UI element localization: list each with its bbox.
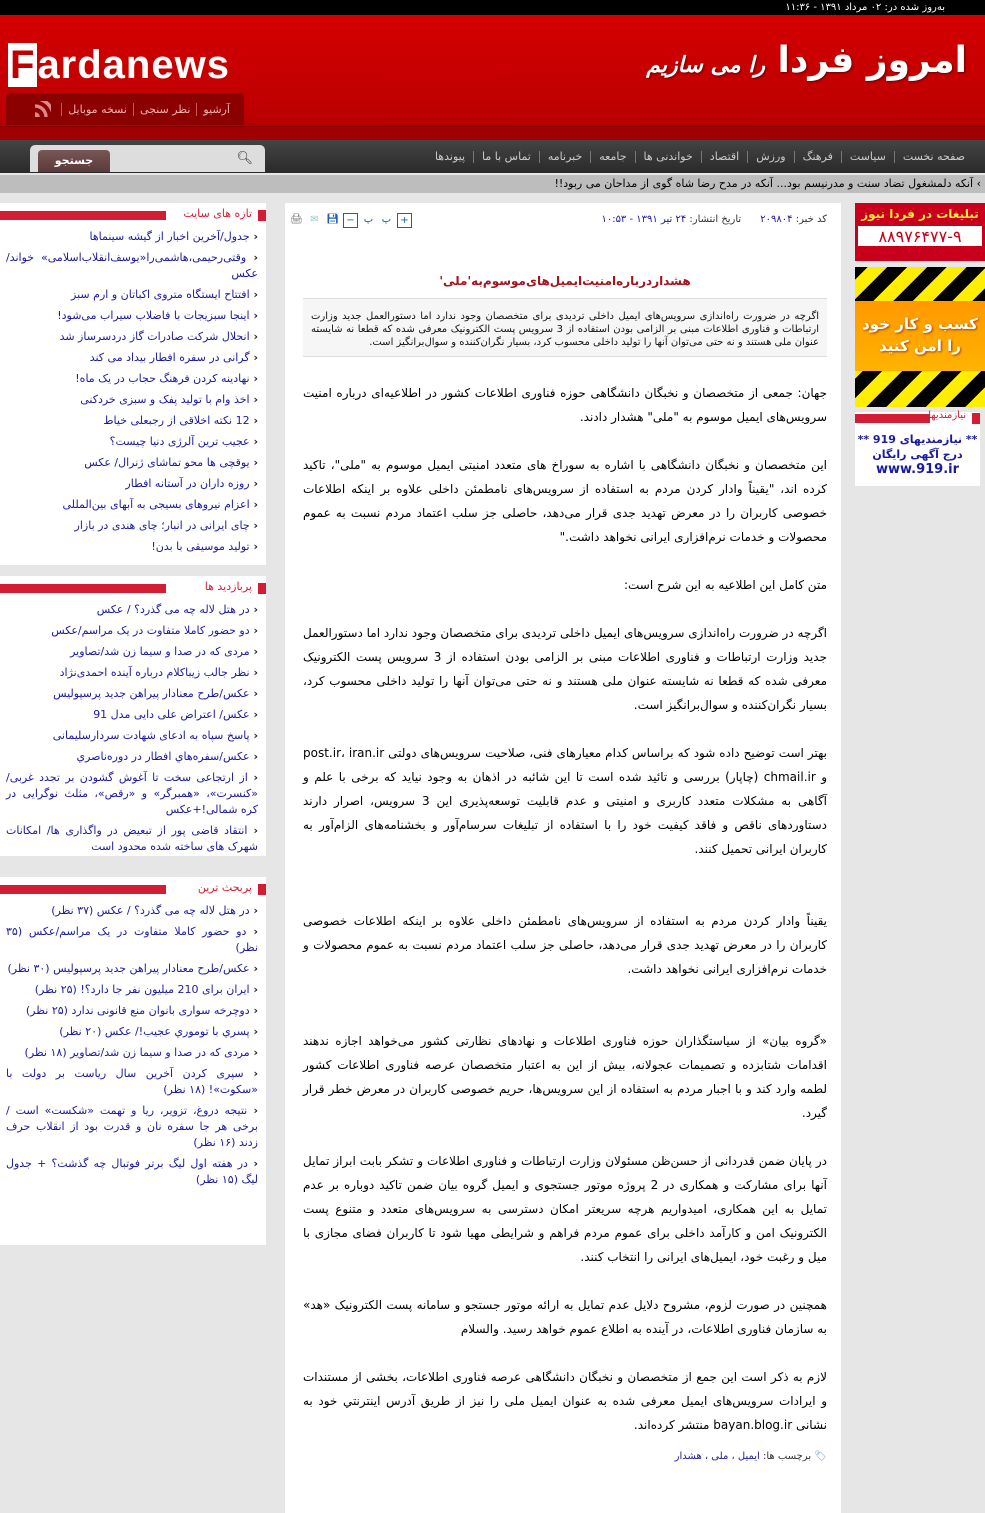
sidebar-link[interactable]: ‹ انحلال شرکت صادرات گاز دردسرساز شد (6, 329, 258, 345)
search-input[interactable] (115, 150, 235, 168)
nav-sports[interactable]: ورزش (747, 151, 793, 163)
ad1-text: تبلیغات در فردا نیوز (861, 207, 979, 221)
news-ticker[interactable]: › آنکه دلمشغول تضاد سنت و مدرنیسم بود... آنکه در مدح رضا شاه گوی از مداحان می ربود!! (0, 175, 985, 193)
sidebar-link[interactable]: ‹ عکس/سفره‌هاي افطار در دوره‌ناصري (6, 749, 258, 765)
header (0, 15, 985, 140)
sidebar-link[interactable]: ‹ اعزام نیروهای بسیجی به آبهای بین‌المللی (6, 497, 258, 513)
article-paragraph: در پایان ضمن قدردانی از حسن‌ظن مسئولان وزارت ارتباطات و فناوری اطلاعات و تشکر بابت ابراز تمایل آنها برای مشارکت و همکاری در 2 پروژه موتور جستجوی و ایمیل گروه بیان ضمن تاکید دوباره بر عدم تمایل به این همکاری، امیدواریم هرچه سریعتر امکان دسترسی به سرویس‌های متعدد و متنوع پست الکترونیک امن و کارآمد داخلی برای عموم مردم فراهم و شرایطی مهیا شود تا کاربران فضای مجازی با میل و رغبت خود، ایمیل‌های ایرانی را انتخاب کنند. (303, 1154, 827, 1264)
sidebar-link[interactable]: ‹ نتیجه دروغ، تزویر، ریا و تهمت «شکست» است / برخی هر جا سفره نان و قدرت بود از انقلاب حرف زدند (۱۶ نظر) (6, 1103, 258, 1151)
ad1-phone: ۸۸۹۷۶۴۷۷-۹ (857, 225, 983, 247)
nav-society[interactable]: جامعه (590, 151, 634, 163)
article-paragraph: همچنین در صورت لزوم، مشروح دلایل عدم تمایل به ارائه موتور جستجو و سامانه پست الکترونیک «هد» به سازمان فناوری اطلاعات، در آینده به اطلاع عموم خواهد رسید. والسلام (303, 1298, 827, 1336)
poll-link[interactable]: نظر سنجی (133, 103, 196, 116)
sidebar-link[interactable]: ‹ عکس/طرح معنادار پیراهن جدید پرسپولیس (۳۰ نظر) (6, 961, 258, 977)
sidebar-link[interactable]: ‹ دو حضور کاملا متفاوت در یک مراسم/عکس (۳۵ نظر) (6, 924, 258, 956)
sidebar-link[interactable]: ‹ مردی که در صدا و سیما زن شد/تصاویر (۱۸ نظر) (6, 1045, 258, 1061)
box-title: پربازدید ها (204, 580, 252, 593)
most-viewed-box (0, 576, 266, 856)
top-bar (0, 0, 985, 15)
sidebar-link[interactable]: ‹ مردی که در صدا و سیما زن شد/تصاویر (6, 644, 258, 660)
sidebar-link[interactable]: ‹ ایران برای 210 میلیون نفر جا دارد؟! (۲۵ نظر) (6, 982, 258, 998)
news-code: ۲۰۹۸۰۴ (760, 214, 793, 225)
sidebar-link[interactable]: ‹ 12 نکته اخلاقی از رجبعلی خیاط (6, 413, 258, 429)
article-paragraph: «گروه بیان» از سیاستگذاران حوزه فناوری اطلاعات و نهادهای نظارتی کشور می‌خواهد اجازه ندهند اقدامات شتابزده و تصمیمات عجولانه، بیش از این به اعتبار متخصصان عرصه فناوری اطلاعات کشور لطمه وارد کند و با اجبار مردم به استفاده از این سرویس‌ها، حریم خصوصی کاربران در معرض خطر قرار گیرد. (303, 1034, 827, 1120)
header-band (0, 126, 985, 140)
sidebar-link[interactable]: ‹ اینجا سبزیجات با فاضلاب سیراب می‌شود! (6, 308, 258, 324)
article-body (303, 381, 827, 1437)
font-decrease-icon[interactable]: − (343, 213, 358, 228)
sidebar-link[interactable]: ‹ تولید موسیقی با بدن! (6, 539, 258, 555)
sidebar-link[interactable]: ‹ وقتی‌رحیمی،هاشمی‌را«یوسف‌انقلاب‌اسلامی» خواند/عکس (6, 250, 258, 282)
article-meta: کد خبر: ۲۰۹۸۰۴ تاریخ انتشار: ۲۴ تیر ۱۳۹۱ - ۱۰:۵۳ (601, 214, 827, 225)
publish-date: ۲۴ تیر ۱۳۹۱ - ۱۰:۵۳ (601, 214, 687, 225)
sidebar-link[interactable]: ‹ در هفته اول لیگ برتر فوتبال چه گذشت؟ + جدول لیگ (۱۵ نظر) (6, 1156, 258, 1188)
tags: 🏷︎ برچسب ها: ایمیل ، ملی ، هشدار (674, 1451, 827, 1462)
article-paragraph: اگرچه در ضرورت راه‌اندازی سرویس‌های ایمیل داخلی تردیدی برای متخصصان وجود ندارد اما دستورالعمل جدید وزارت ارتباطات و فناوری اطلاعات مبنی بر الزامی بودن استفاده از 3 سرویس پست الکترونیک معرفی شده که قطعا نه شایسته عنوان ملی هستند و نه حتی می‌توان آنها را تولید داخلی محسوب کرد، بسیار نگران‌کننده و سوال‌برانگیز است. (303, 626, 827, 712)
email-icon[interactable]: ✉︎ (310, 214, 319, 225)
sidebar-link[interactable]: ‹ انتقاد قاضی پور از تبعیض در واگذاری ها/ امکانات شهرک های ساخته شده محدود است (6, 823, 258, 855)
sidebar-link[interactable]: ‹ نظر جالب زیباکلام درباره آینده احمدی‌نژاد (6, 665, 258, 681)
quick-links (6, 93, 244, 125)
sidebar-link[interactable]: ‹ افتتاح ایستگاه متروی اکباتان و ارم سبز (6, 287, 258, 303)
logo-fa[interactable]: امروز فردا را می سازیم (646, 40, 967, 81)
article-lead: اگرچه در ضرورت راه‌اندازی سرویس‌های ایمیل داخلی تردیدی برای متخصصان وجود ندارد اما دستورالعمل جدید وزارت ارتباطات و فناوری اطلاعات مبنی بر الزامی بودن استفاده از 3 سرویس پست الکترونیک معرفی شده که قطعا نه شایسته عنوان ملی هستند و نه حتی می‌توان آنها را تولید داخلی محسوب کرد، بسیار نگران‌کننده و سوال‌برانگیز است. (303, 298, 827, 357)
sidebar-link[interactable]: ‹ عکس/ اعتراض علی دایی مدل 91 (6, 707, 258, 723)
sidebar-link[interactable]: ‹ چای ایرانی در انبار؛ چای هندی در بازار (6, 518, 258, 534)
article-paragraph: لازم به ذکر است این جمع از متخصصان و نخبگان دانشگاهی عرصه فناوری اطلاعات، بخشی از مستندات و ایرادات سرویس‌های ایمیل معرفی شده به عنوان ایمیل ملی را نیز از طریق آدرس اینترنتي خود به نشانی bayan.blog.ir منتشر کرده‌اند. (303, 1370, 827, 1432)
nav-culture[interactable]: فرهنگ (794, 151, 841, 163)
article-title: هشداردرباره‌امنیت‌ایمیل‌های‌موسوم‌به'ملی' (439, 274, 691, 288)
sidebar-link[interactable]: ‹ عجیب ترین آلرژی دنیا چیست؟ (6, 434, 258, 450)
sidebar-link[interactable]: ‹ از ارتجاعی سخت تا آغوش گشودن بر تجدد غربی/ «کنسرت»، «همبرگر» و «رقص»، مثلث نوگرایی در کره شمالی!+عکس (6, 770, 258, 818)
ad-banner-security[interactable]: کسب و کار خود را امن کنید (855, 267, 985, 407)
nav-contact[interactable]: تماس با ما (473, 151, 539, 163)
box-title: پربحث ترین (197, 881, 252, 894)
sidebar-link[interactable]: ‹ نهادینه کردن فرهنگ حجاب در یک ماه! (6, 371, 258, 387)
article-paragraph: بهتر است توضیح داده شود که براساس کدام معیارهای فنی، صلاحیت سرویس‌های دولتی post.ir، iran.ir و chmail.ir (چاپار) بررسی و تائید شده است تا این شائبه در اذهان به وجود نیاید که برخی با علم و آگاهی به مشکلات متعدد کاربری و امنیتی و عدم قابلیت توسعه‌پذیری این 3 سرویس، اصرار دارند دستاوردهای ناقص و فاقد کیفیت خود را با استفاده از تبلیغات سرسام‌آور و بخشنامه‌های الزام‌آور به کاربران ایرانی تحمیل کنند. (303, 746, 828, 856)
sidebar-link[interactable]: ‹ عکس/طرح معنادار پیراهن جدید پرسپولیس (6, 686, 258, 702)
search-button[interactable]: جستجو (38, 150, 110, 172)
sidebar-link[interactable]: ‹ در هتل لاله چه می گذرد؟ / عکس (۳۷ نظر) (6, 903, 258, 919)
search-box (30, 145, 265, 172)
tag-icon: 🏷︎ (814, 1451, 827, 1462)
tag-links[interactable]: ایمیل ، ملی ، هشدار (674, 1451, 760, 1462)
print-icon[interactable]: 🖨︎ (290, 214, 303, 225)
article-paragraph: این متخصصان و نخبگان دانشگاهی با اشاره به سوراخ های متعدد امنیتی ایمیل موسوم به "ملی"، تاکید کرده اند، "یقیناً وادار کردن مردم به استفاده از سرویس‌های نامطمئن داخلی علاوه بر اینکه اطلاعات خصوصی کاربران را در معرض تهدید جدی قرار می‌دهد، حاصلی جز سلب اعتماد مردم نسبت به عموم محصولات و خدمات نرم‌افزاری ایرانی نخواهد داشت." (303, 458, 827, 544)
sidebar-link[interactable]: ‹ جدول/آخرین اخبار از گیشه سینماها (6, 229, 258, 245)
font-large-icon: پ (381, 214, 392, 225)
nav-economy[interactable]: اقتصاد (701, 151, 747, 163)
archive-link[interactable]: آرشیو (196, 103, 236, 116)
nav-newsletter[interactable]: خبرنامه (539, 151, 590, 163)
ad-banner-fardanews[interactable] (855, 203, 985, 261)
logo-en[interactable]: Fardanews (10, 43, 230, 87)
sidebar-link[interactable]: ‹ روزه داران در آستانه افطار (6, 476, 258, 492)
rss-icon[interactable] (35, 101, 51, 117)
article-paragraph: یقیناً وادار کردن مردم به استفاده از سرویس‌های نامطمئن داخلی علاوه بر اینکه اطلاعات خصوصی کاربران را در معرض تهدید جدی قرار می‌دهد، حاصلی جز سلب اعتماد مردم نسبت به عموم محصولات و خدمات نرم‌افزاری ایرانی نخواهد داشت. (303, 914, 827, 976)
font-increase-icon[interactable]: + (397, 213, 412, 228)
sidebar-link[interactable]: ‹ پسري با توموري عجيب!/ عكس (۲۰ نظر) (6, 1024, 258, 1040)
sidebar-link[interactable]: ‹ اخذ وام با تولید پفک و سبزی خردکنی (6, 392, 258, 408)
article-paragraph: جهان: جمعی از متخصصان و نخبگان دانشگاهی حوزه فناوری اطلاعات کشور در اطلاعیه‌ای درباره امنیت سرویس‌های ایمیل موسوم به "ملی" هشدار دادند. (303, 386, 827, 424)
nav-readables[interactable]: خواندنی ها (635, 151, 701, 163)
ticker-text[interactable]: آنکه دلمشغول تضاد سنت و مدرنیسم بود... آنکه در مدح رضا شاه گوی از مداحان می ربود!! (554, 177, 974, 190)
save-icon[interactable]: 💾︎ (326, 214, 339, 225)
sidebar-link[interactable]: ‹ پاسخ سپاه به ادعای شهادت سردارسلیمانی (6, 728, 258, 744)
nav-politics[interactable]: سیاست (841, 151, 894, 163)
font-small-icon: پ (363, 214, 374, 225)
sidebar-link[interactable]: ‹ سپری کردن آخرین سال ریاست بر دولت با «سکوت»! (۱۸ نظر) (6, 1066, 258, 1098)
search-icon[interactable]: 🔍︎ (236, 151, 253, 166)
last-updated: به‌روز شده در: ۰۲ مرداد ۱۳۹۱ - ۱۱:۳۶ (785, 2, 945, 13)
most-discussed-box (0, 877, 266, 1245)
nav-links[interactable]: پیوندها (434, 149, 466, 163)
article (285, 203, 841, 1513)
sidebar-link[interactable]: ‹ در هتل لاله چه می گذرد؟ / عکس (6, 602, 258, 618)
article-paragraph: متن کامل این اطلاعیه به این شرح است: (623, 578, 827, 592)
box-title: تازه های سایت (183, 207, 252, 220)
sidebar-link[interactable]: ‹ دو حضور کاملا متفاوت در یک مراسم/عکس (6, 623, 258, 639)
latest-news-box (0, 203, 266, 565)
classifieds-box[interactable]: نیازمندیها ** نیازمندیهای 919 ** درج آگهی رایگان www.919.ir (855, 412, 980, 486)
sidebar-link[interactable]: ‹ یوقچی ها محو تماشای ژنرال/ عکس (6, 455, 258, 471)
article-tools (289, 213, 412, 228)
sidebar-link[interactable]: ‹ گرانی در سفره افطار بیداد می کند (6, 350, 258, 366)
mobile-link[interactable]: نسخه موبایل (61, 103, 133, 116)
sidebar-link[interactable]: ‹ دوچرخه سواری بانوان منع قانونی ندارد (۲۵ نظر) (6, 1003, 258, 1019)
nav-home[interactable]: صفحه نخست (894, 151, 973, 163)
